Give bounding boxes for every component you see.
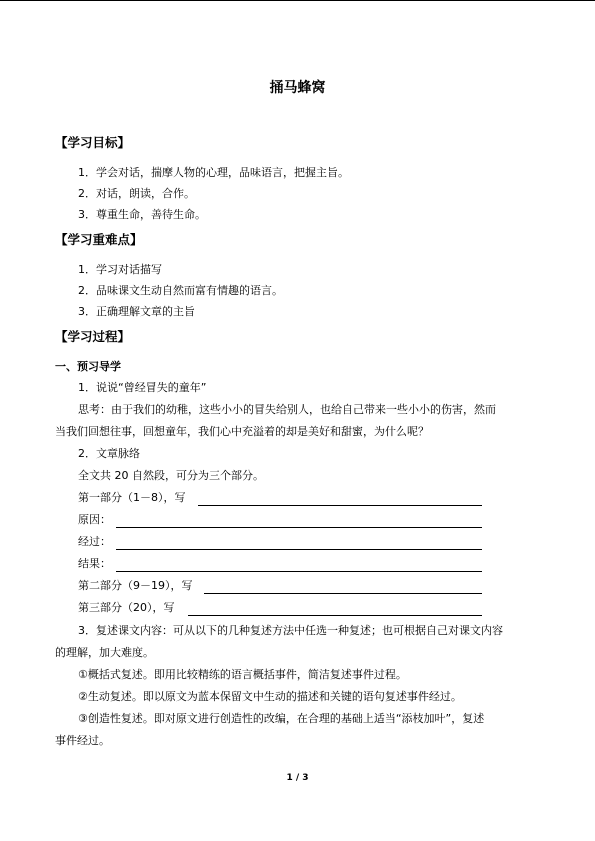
page-number: 1 / 3 (286, 773, 309, 783)
section-heading-objectives: 【学习目标】 (55, 135, 131, 150)
objective-item-3: 3．尊重生命，善待生命。 (78, 208, 206, 221)
question-2: 2．文章脉络 (78, 447, 140, 460)
part1-label: 第一部分（1－8），写 (78, 491, 186, 504)
method-3-line-2: 事件经过。 (55, 734, 110, 747)
key-point-item-1: 1．学习对话描写 (78, 263, 162, 276)
think-line-2: 当我们回想往事，回想童年，我们心中充溢着的却是美好和甜蜜，为什么呢？ (55, 425, 429, 438)
structure-text: 全文共 20 自然段，可分为三个部分。 (78, 469, 264, 482)
part2-label: 第二部分（9－19），写 (78, 579, 193, 592)
part2-blank (204, 593, 482, 594)
header-rule (0, 0, 595, 1)
document-title: 捅马蜂窝 (269, 80, 326, 96)
key-point-item-2: 2．品味课文生动自然而富有情趣的语言。 (78, 284, 283, 297)
process-label: 经过： (78, 535, 111, 548)
question-3-line-1: 3．复述课文内容：可从以下的几种复述方法中任选一种复述；也可根据自己对课文内容 (78, 624, 503, 637)
subheading-preview-guide: 一、预习导学 (55, 360, 121, 373)
objective-item-2: 2．对话，朗读，合作。 (78, 187, 195, 200)
question-1: 1．说说“曾经冒失的童年” (78, 381, 207, 394)
part3-label: 第三部分（20），写 (78, 601, 175, 614)
objective-item-1: 1．学会对话，揣摩人物的心理，品味语言，把握主旨。 (78, 166, 349, 179)
reason-label: 原因： (78, 513, 111, 526)
method-2: ②生动复述。即以原文为蓝本保留文中生动的描述和关键的语句复述事件经过。 (78, 690, 462, 703)
result-blank (116, 571, 482, 572)
think-line-1: 思考：由于我们的幼稚，这些小小的冒失给别人，也给自己带来一些小小的伤害，然而 (78, 403, 496, 416)
reason-blank (116, 527, 482, 528)
question-3-line-2: 的理解，加大难度。 (55, 646, 154, 659)
section-heading-key-points: 【学习重难点】 (55, 232, 143, 247)
method-1: ①概括式复述。即用比较精练的语言概括事件，简洁复述事件过程。 (78, 668, 407, 681)
result-label: 结果： (78, 557, 111, 570)
section-heading-process: 【学习过程】 (55, 329, 131, 344)
part1-blank (198, 505, 482, 506)
process-blank (116, 549, 482, 550)
key-point-item-3: 3．正确理解文章的主旨 (78, 305, 195, 318)
part3-blank (188, 615, 482, 616)
method-3-line-1: ③创造性复述。即对原文进行创造性的改编，在合理的基础上适当“添枝加叶”，复述 (78, 712, 485, 725)
